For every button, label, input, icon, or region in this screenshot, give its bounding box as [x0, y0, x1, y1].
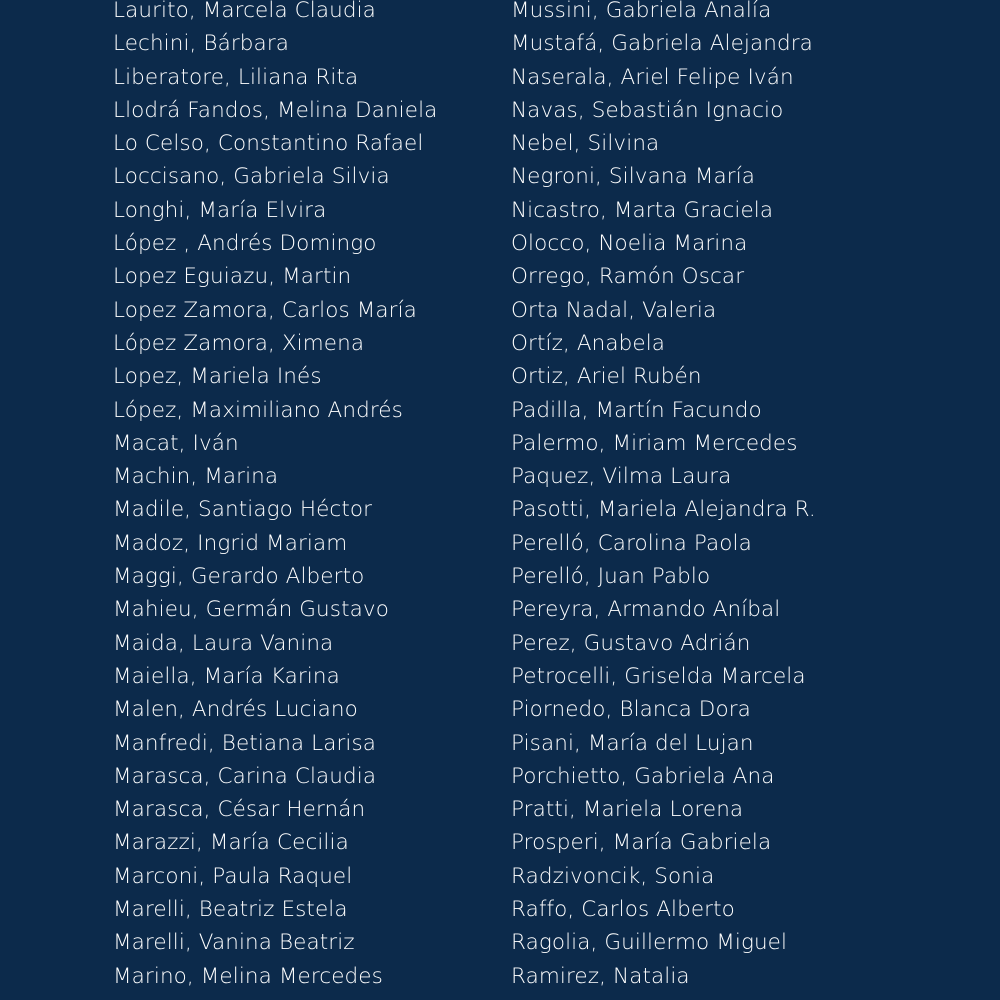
- name-entry: Paquez, Vilma Laura: [511, 464, 732, 490]
- name-entry: Maggi, Gerardo Alberto: [113, 564, 365, 590]
- name-entry: Marelli, Vanina Beatriz: [113, 930, 355, 956]
- name-entry: Llodrá Fandos, Melina Daniela: [113, 97, 438, 123]
- name-entry: Longhi, María Elvira: [113, 197, 327, 223]
- name-entry: Navas, Sebastián Ignacio: [511, 97, 784, 123]
- name-entry: Mustafá, Gabriela Alejandra: [511, 31, 813, 57]
- name-entry: Ramirez, Natalia: [511, 963, 690, 989]
- name-entry: Lopez, Mariela Inés: [113, 364, 322, 390]
- name-entry: Pereyra, Armando Aníbal: [511, 597, 781, 623]
- name-entry: Marino, Melina Mercedes: [113, 963, 383, 989]
- name-entry: López Zamora, Ximena: [113, 330, 365, 356]
- name-entry: Porchietto, Gabriela Ana: [511, 763, 775, 789]
- name-entry: Ortíz, Anabela: [511, 330, 666, 356]
- name-entry: Marasca, César Hernán: [113, 797, 366, 823]
- name-entry: Liberatore, Liliana Rita: [113, 64, 359, 90]
- name-entry: Malen, Andrés Luciano: [113, 697, 358, 723]
- name-entry: Ragolia, Guillermo Miguel: [511, 930, 788, 956]
- name-entry: Lopez Eguiazu, Martin: [113, 264, 352, 290]
- name-entry: Pratti, Mariela Lorena: [511, 797, 744, 823]
- name-entry: Negroni, Silvana María: [511, 164, 756, 190]
- name-entry: Nebel, Silvina: [511, 131, 660, 157]
- name-entry: Lo Celso, Constantino Rafael: [113, 131, 424, 157]
- name-entry: Marazzi, María Cecilia: [113, 830, 349, 856]
- name-entry: Pisani, María del Lujan: [511, 730, 754, 756]
- name-entry: Nicastro, Marta Graciela: [511, 197, 774, 223]
- name-entry: Piornedo, Blanca Dora: [511, 697, 751, 723]
- name-entry: Petrocelli, Griselda Marcela: [511, 663, 806, 689]
- name-entry: Marelli, Beatriz Estela: [113, 897, 348, 923]
- name-entry: Lechini, Bárbara: [113, 31, 290, 57]
- name-entry: Maiella, María Karina: [113, 663, 340, 689]
- name-entry: Marasca, Carina Claudia: [113, 763, 377, 789]
- name-entry: Mahieu, Germán Gustavo: [113, 597, 389, 623]
- name-entry: López, Maximiliano Andrés: [113, 397, 403, 423]
- name-entry: Ortiz, Ariel Rubén: [511, 364, 702, 390]
- name-entry: Machin, Marina: [113, 464, 279, 490]
- name-entry: Loccisano, Gabriela Silvia: [113, 164, 390, 190]
- name-entry: Perelló, Juan Pablo: [511, 564, 711, 590]
- name-entry: Mussini, Gabriela Analía: [511, 0, 772, 23]
- name-entry: Orrego, Ramón Oscar: [511, 264, 745, 290]
- name-entry: Madoz, Ingrid Mariam: [113, 530, 348, 556]
- name-entry: Naserala, Ariel Felipe Iván: [511, 64, 794, 90]
- names-column-left: [113, 0, 493, 993]
- name-entry: Perelló, Carolina Paola: [511, 530, 752, 556]
- name-entry: Lopez Zamora, Carlos María: [113, 297, 417, 323]
- name-entry: Olocco, Noelia Marina: [511, 231, 748, 257]
- name-entry: Prosperi, María Gabriela: [511, 830, 772, 856]
- name-entry: Macat, Iván: [113, 430, 239, 456]
- name-entry: Pasotti, Mariela Alejandra R.: [511, 497, 816, 523]
- name-entry: Manfredi, Betiana Larisa: [113, 730, 377, 756]
- name-entry: López , Andrés Domingo: [113, 231, 377, 257]
- name-entry: Palermo, Miriam Mercedes: [511, 430, 798, 456]
- name-entry: Laurito, Marcela Claudia: [113, 0, 376, 23]
- name-entry: Padilla, Martín Facundo: [511, 397, 762, 423]
- name-entry: Maida, Laura Vanina: [113, 630, 334, 656]
- names-column-right: [511, 0, 981, 993]
- name-entry: Radzivoncik, Sonia: [511, 863, 715, 889]
- name-entry: Marconi, Paula Raquel: [113, 863, 353, 889]
- name-entry: Perez, Gustavo Adrián: [511, 630, 751, 656]
- name-entry: Raffo, Carlos Alberto: [511, 897, 735, 923]
- name-entry: Orta Nadal, Valeria: [511, 297, 717, 323]
- name-entry: Madile, Santiago Héctor: [113, 497, 373, 523]
